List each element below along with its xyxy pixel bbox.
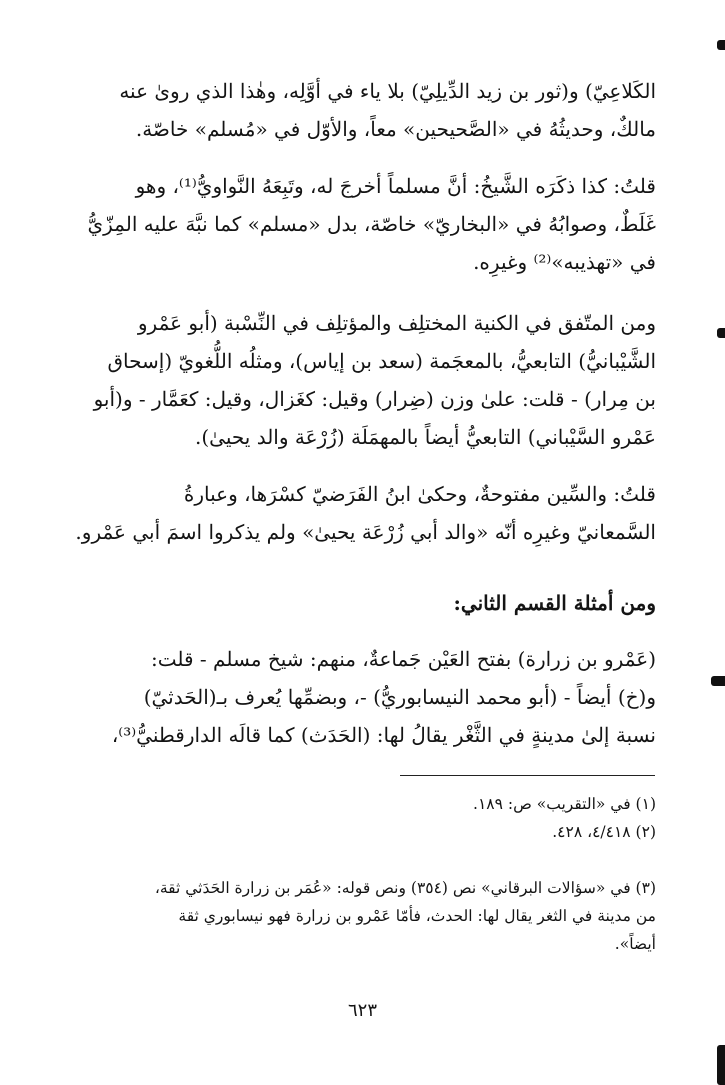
paragraph-sin-vowel-note [75, 475, 656, 551]
text-line: الشَّيْبانيُّ) التابعيُّ، بالمعجَمة (سعد بن إياس)، ومثلُه اللُّغويّ (إسحاق [107, 349, 656, 373]
section-heading-second-category [86, 584, 656, 622]
page-edge-mark [711, 676, 725, 686]
footnote-1 [86, 790, 656, 818]
paragraph-kunya-nisba [86, 304, 656, 456]
page-edge-mark [717, 40, 725, 50]
text-line: نسبة إلىٰ مدينةٍ في الثَّغْر يقالُ لها: (الحَدَث) كما قالَه الدارقطنيُّ⁽³⁾، [111, 723, 656, 747]
footnote-line: (١) في «التقريب» ص: ١٨٩. [473, 795, 656, 813]
page-number: ٦٢٣ [347, 1000, 377, 1021]
text-line: السَّمعانيّ وغيرِه أنّه «والد أبي زُرْعَة يحيىٰ» ولم يذكروا اسمَ أبي عَمْرو. [75, 520, 656, 544]
text-line: ومن المتّفق في الكنية المختلِف والمؤتلِف في النِّسْبة (أبو عَمْرو [137, 311, 656, 335]
footnote-line: (٣) في «سؤالات البرقاني» نص (٣٥٤) ونص قوله: «عُمَر بن زرارة الحَدَثي ثقة، [154, 879, 656, 897]
text-line: و(خ) أيضاً - (أبو محمد النيسابوريُّ) -، وبضمِّها يُعرف بـ(الحَدثيّ) [143, 685, 656, 709]
footnote-2 [86, 818, 656, 846]
footnote-line: (٢) ٤/٤١٨، ٤٢٨. [552, 823, 656, 841]
paragraph-amr-bin-zurara [86, 640, 656, 754]
paragraph-thawr-bin-zayd [86, 72, 656, 148]
text-line: بن مِرار) - قلت: علىٰ وزن (ضِرار) وقيل: كغَزال، وقيل: كعَمَّار - و(أبو [93, 387, 656, 411]
page-edge-mark [717, 328, 725, 338]
text-line: في «تهذيبه»⁽²⁾ وغيرِه. [473, 250, 656, 274]
text-line: مالكٌ، وحديثُهُ في «الصَّحيحين» معاً، والأوّل في «مُسلم» خاصّة. [135, 117, 656, 141]
text-line: عَمْرو السَّيْباني) التابعيُّ أيضاً بالمهمَلَة (زُرْعَة والد يحيىٰ). [195, 425, 656, 449]
text-line: قلتُ: كذا ذكَرَه الشَّيخُ: أنَّ مسلماً أخرجَ له، وتَبِعَهُ النَّواويُّ⁽¹⁾، وهو [135, 174, 656, 198]
text-line: (عَمْرو بن زرارة) بفتح العَيْن جَماعةٌ، منهم: شيخ مسلم - قلت: [150, 647, 656, 671]
footnote-line: من مدينة في الثغر يقال لها: الحدث، فأمّا عَمْرو بن زرارة فهو نيسابوري ثقة [178, 907, 656, 925]
text-line: غَلَطٌ، وصوابُهُ في «البخاريّ» خاصّة، بدل «مسلم» كما نبَّهَ عليه المِزّيُّ [87, 212, 656, 236]
text-line: قلتُ: والسِّين مفتوحةٌ، وحكىٰ ابنُ الفَرَضيّ كسْرَها، وعبارةُ [183, 482, 656, 506]
text-line: الكَلاعِيّ) و(ثور بن زيد الدِّيلِيّ) بلا ياء في أوَّلِه، وهٰذا الذي روىٰ عنه [119, 79, 656, 103]
page-edge-mark [717, 1045, 725, 1085]
footnote-separator [400, 775, 655, 776]
heading-line: ومن أمثلة القسم الثاني: [453, 591, 656, 615]
footnote-3 [86, 874, 656, 958]
paragraph-correction-note [86, 167, 656, 281]
footnote-line: أيضاً». [614, 935, 656, 953]
